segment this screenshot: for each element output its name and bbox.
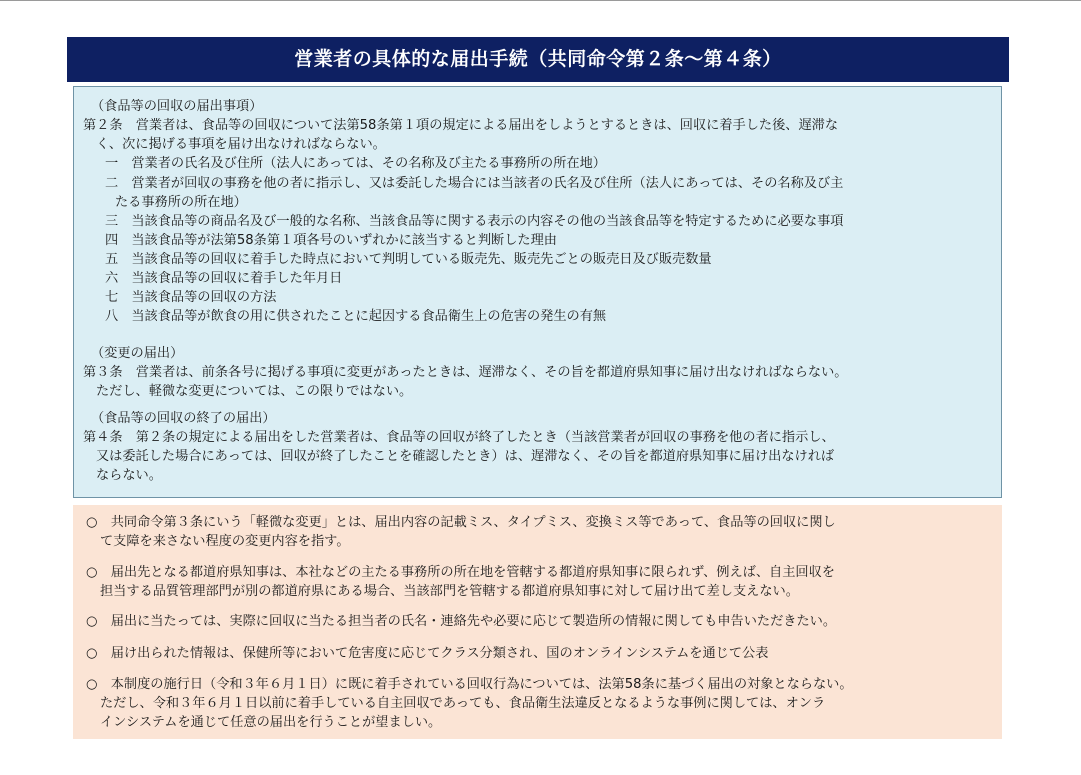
article2-item: 三 当該食品等の商品名及び一般的な名称、当該食品等に関する表示の内容その他の当該食品等を特定するために必要な事項	[105, 214, 844, 229]
article2-item: 一 営業者の氏名及び住所（法人にあっては、その名称及び主たる事務所の所在地）	[105, 156, 606, 171]
article2-item: たる事務所の所在地）	[115, 195, 247, 210]
article2-item: 五 当該食品等の回収に着手した時点において判明している販売先、販売先ごとの販売日及び販売数量	[105, 252, 712, 267]
article3-line: 第３条 営業者は、前条各号に掲げる事項に変更があったときは、遅滞なく、その旨を都道府県知事に届け出なければならない。	[83, 365, 848, 380]
article4-caption: （食品等の回収の終了の届出）	[91, 411, 276, 426]
note-line: ○ 届出に当たっては、実際に回収に当たる担当者の氏名・連絡先や必要に応じて製造所の情報に関しても申告いただきたい。	[86, 614, 837, 629]
page-title: 営業者の具体的な届出手続（共同命令第２条〜第４条）	[67, 37, 1009, 82]
note-line: ○ 共同命令第３条にいう「軽微な変更」とは、届出内容の記載ミス、タイプミス、変換ミス等であって、食品等の回収に関し	[86, 515, 836, 530]
article2-line: 第２条 営業者は、食品等の回収について法第58条第１項の規定による届出をしようとするときは、回収に着手した後、遅滞な	[83, 118, 839, 133]
article2-caption: （食品等の回収の届出事項）	[91, 99, 263, 114]
article2-line: く、次に掲げる事項を届け出なければならない。	[96, 137, 386, 152]
note-line: ○ 届け出られた情報は、保健所等において危害度に応じてクラス分類され、国のオンラインシステムを通じて公表	[86, 646, 769, 661]
article3-line: ただし、軽微な変更については、この限りではない。	[96, 384, 413, 399]
note-line: インシステムを通じて任意の届出を行うことが望ましい。	[100, 715, 442, 730]
article2-item: 八 当該食品等が飲食の用に供されたことに起因する食品衛生上の危害の発生の有無	[105, 309, 607, 324]
article4-line: ならない。	[96, 468, 162, 483]
note-line: て支障を来さない程度の変更内容を指す。	[100, 534, 350, 549]
notes-box	[73, 505, 1002, 739]
note-line: 担当する品質管理部門が別の都道府県にある場合、当該部門を管轄する都道府県知事に対して届け出て差し支えない。	[100, 584, 799, 599]
article2-item: 六 当該食品等の回収に着手した年月日	[105, 271, 343, 286]
article2-item: 四 当該食品等が法第58条第１項各号のいずれかに該当すると判断した理由	[105, 233, 557, 248]
note-line: ○ 届出先となる都道府県知事は、本社などの主たる事務所の所在地を管轄する都道府県知事に限られず、例えば、自主回収を	[86, 565, 835, 580]
article4-line: 又は委託した場合にあっては、回収が終了したことを確認したとき）は、遅滞なく、その旨を都道府県知事に届け出なければ	[96, 449, 835, 464]
note-line: ○ 本制度の施行日（令和３年６月１日）に既に着手されている回収行為については、法第58条に基づく届出の対象とならない。	[86, 677, 853, 692]
law-text-box	[73, 86, 1002, 498]
article3-caption: （変更の届出）	[91, 346, 184, 361]
article2-item: 七 当該食品等の回収の方法	[105, 290, 277, 305]
article2-item: 二 営業者が回収の事務を他の者に指示し、又は委託した場合には当該者の氏名及び住所（法人にあっては、その名称及び主	[105, 176, 844, 191]
top-border	[0, 0, 1081, 1]
note-line: ただし、令和３年６月１日以前に着手している自主回収であっても、食品衛生法違反となるような事例に関しては、オンラ	[100, 696, 826, 711]
article4-line: 第４条 第２条の規定による届出をした営業者は、食品等の回収が終了したとき（当該営業者が回収の事務を他の者に指示し、	[83, 430, 835, 445]
